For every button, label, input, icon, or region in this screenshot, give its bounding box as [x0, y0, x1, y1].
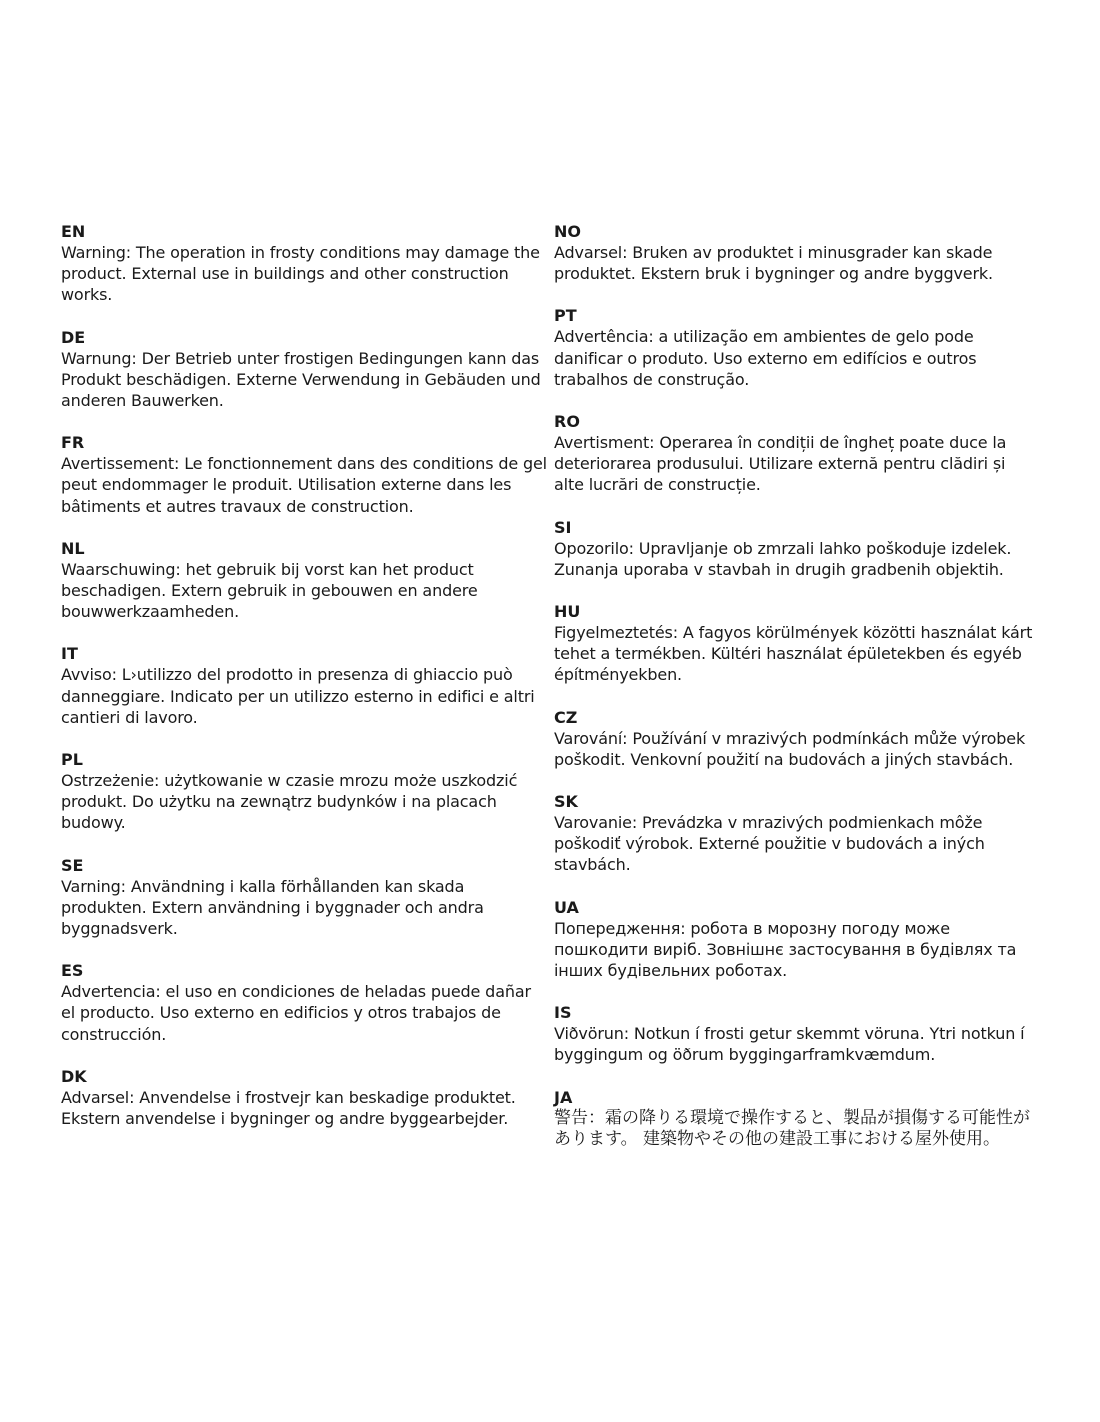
warning-section-fr	[61, 432, 549, 517]
language-code: DE	[61, 327, 86, 347]
warning-section-se	[61, 855, 549, 940]
warning-section-en	[61, 221, 549, 306]
warning-section-sk	[554, 791, 1040, 876]
language-code: ES	[61, 961, 84, 981]
warning-text: Advertência: a utilização em ambientes de gelo pode danificar o produto. Uso externo em edifícios e outros trabalhos de construção.	[554, 327, 977, 389]
warning-text: Avertissement: Le fonctionnement dans des conditions de gel peut endommager le produit. Utilisation externe dans les bâtiments et autres travaux de construction.	[61, 454, 547, 516]
language-code: IS	[554, 1003, 572, 1023]
warning-text: Opozorilo: Upravljanje ob zmrzali lahko poškoduje izdelek. Zunanja uporaba v stavbah in drugih gradbenih objektih.	[554, 538, 1012, 579]
warning-section-nl	[61, 538, 549, 623]
language-code: PL	[61, 750, 83, 770]
warning-section-is	[554, 1002, 1040, 1065]
language-code: SI	[554, 517, 572, 537]
language-code: NO	[554, 222, 581, 241]
warning-section-dk	[61, 1066, 549, 1129]
warning-text: Ostrzeżenie: użytkowanie w czasie mrozu może uszkodzić produkt. Do użytku na zewnątrz budynków i na placach budowy.	[61, 771, 518, 833]
warning-text: Попередження: робота в морозну погоду може пошкодити виріб. Зовнішнє застосування в будівлях та інших будівельних роботах.	[554, 918, 1017, 981]
language-code: SK	[554, 792, 578, 812]
language-code: RO	[554, 412, 580, 432]
warning-text: Viðvörun: Notkun í frosti getur skemmt vöruna. Ytri notkun í byggingum og öðrum byggingarframkvæmdum.	[554, 1024, 1025, 1065]
warning-section-es	[61, 960, 549, 1045]
warning-section-ro	[554, 411, 1040, 496]
language-code: FR	[61, 433, 85, 453]
language-code: JA	[554, 1087, 573, 1107]
warning-section-pl	[61, 749, 549, 834]
warning-text: Avviso: L›utilizzo del prodotto in presenza di ghiaccio può danneggiare. Indicato per un utilizzo esterno in edifici e altri cantieri di lavoro.	[61, 665, 535, 727]
language-code: UA	[554, 897, 579, 917]
language-code: HU	[554, 602, 581, 622]
warning-text: Advarsel: Bruken av produktet i minusgrader kan skade produktet. Ekstern bruk i bygninger og andre byggverk.	[554, 243, 993, 284]
right-column	[554, 221, 1040, 1171]
warning-section-si	[554, 517, 1040, 580]
warning-text: Advertencia: el uso en condiciones de heladas puede dañar el producto. Uso externo en edificios y otros trabajos de construcción.	[61, 982, 531, 1044]
warning-text: Figyelmeztetés: A fagyos körülmények közötti használat kárt tehet a termékben. Kültéri használat épületekben és egyéb építményekben.	[554, 623, 1033, 685]
language-code: NL	[61, 538, 85, 558]
warning-text: Warning: The operation in frosty conditions may damage the product. External use in buildings and other construction works.	[61, 243, 540, 305]
warning-section-it	[61, 643, 549, 728]
warning-section-de	[61, 327, 549, 412]
warning-text: 警告：霜の降りる環境で操作すると、製品が損傷する可能性があります。 建築物やその他の建設工事における屋外使用。	[554, 1107, 1030, 1149]
language-code: IT	[61, 644, 78, 664]
language-code: EN	[61, 222, 86, 241]
warning-text: Varovanie: Prevádzka v mrazivých podmienkach môže poškodiť výrobok. Externé použitie v budovách a iných stavbách.	[554, 813, 985, 875]
language-code: CZ	[554, 707, 578, 727]
language-code: SE	[61, 855, 84, 875]
warning-section-ua	[554, 897, 1040, 982]
warning-text: Varování: Používání v mrazivých podmínkách může výrobek poškodit. Venkovní použití na budovách a jiných stavbách.	[554, 728, 1026, 769]
language-code: PT	[554, 306, 577, 326]
warning-text: Advarsel: Anvendelse i frostvejr kan beskadige produktet. Ekstern anvendelse i bygninger og andre byggearbejder.	[61, 1087, 516, 1129]
warning-text: Warnung: Der Betrieb unter frostigen Bedingungen kann das Produkt beschädigen. Externe Verwendung in Gebäuden und anderen Bauwerken.	[61, 348, 541, 411]
warning-section-cz	[554, 707, 1040, 770]
language-code: DK	[61, 1066, 87, 1086]
warning-section-no	[554, 221, 1040, 284]
warning-section-pt	[554, 305, 1040, 390]
warning-text: Waarschuwing: het gebruik bij vorst kan het product beschadigen. Extern gebruik in gebouwen en andere bouwwerkzaamheden.	[61, 559, 478, 622]
left-column	[61, 221, 549, 1150]
warning-section-ja	[554, 1087, 1040, 1150]
warning-section-hu	[554, 601, 1040, 686]
warning-text: Varning: Användning i kalla förhållanden kan skada produkten. Extern användning i byggnader och andra byggnadsverk.	[61, 876, 484, 939]
warning-text: Avertisment: Operarea în condiții de îngheț poate duce la deteriorarea produsului. Utilizare externă pentru clădiri și alte lucrări de construcție.	[554, 433, 1007, 495]
